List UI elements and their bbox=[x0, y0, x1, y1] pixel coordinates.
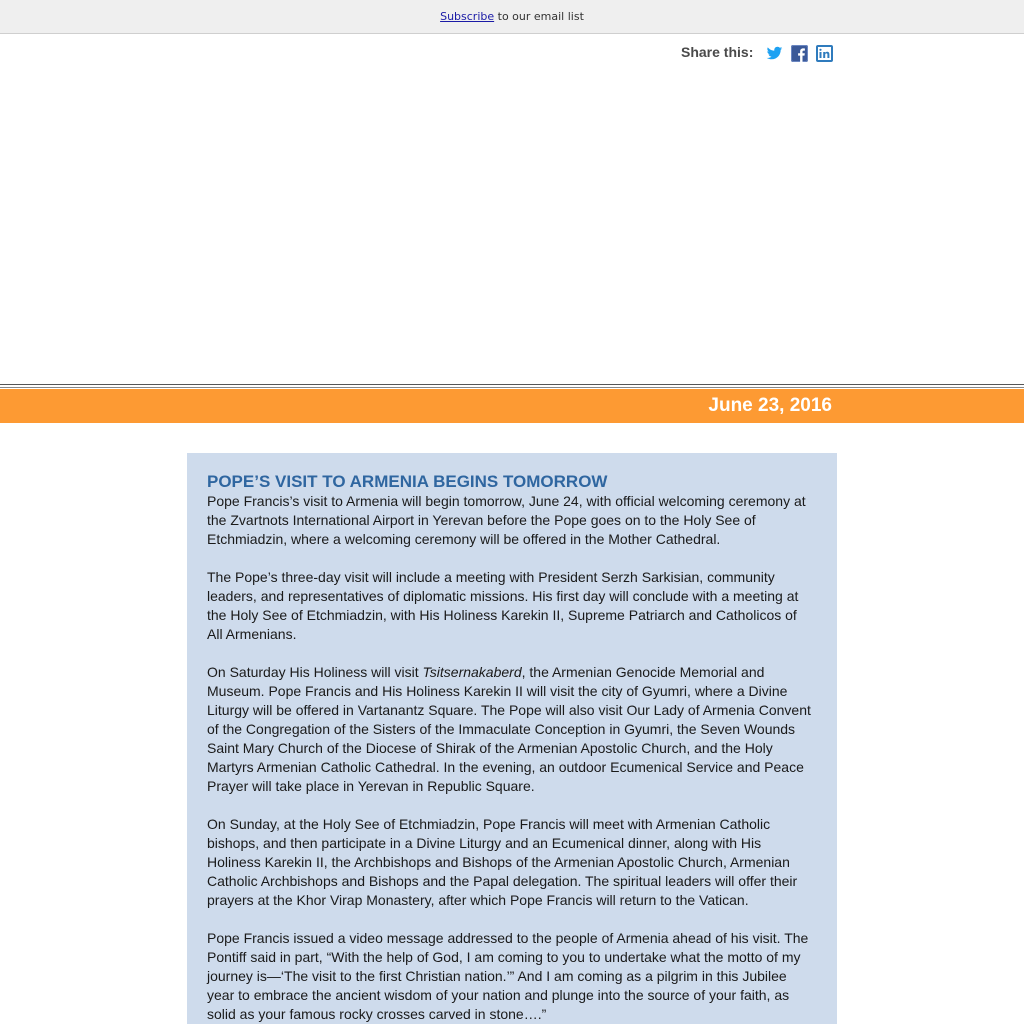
facebook-icon[interactable] bbox=[791, 45, 808, 62]
article-paragraph-5: Pope Francis issued a video message addressed to the people of Armenia ahead of his visit. The Pontiff said in part, “With the help of God, I am coming to you to undertake what the motto of my journey is—‘The visit to the first Christian nation.’” And I am coming as a pilgrim in this Jubilee year to embrace the ancient wisdom of your nation and plunge into the source of your faith, as solid as your famous rocky crosses carved in stone….” bbox=[207, 930, 809, 1022]
share-label: Share this: bbox=[681, 44, 754, 60]
memorial-name: Tsitsernakaberd bbox=[422, 664, 522, 680]
article-headline: POPE’S VISIT TO ARMENIA BEGINS TOMORROW bbox=[207, 472, 608, 491]
date-banner bbox=[0, 389, 1024, 423]
subscribe-suffix: to our email list bbox=[494, 10, 584, 23]
article-paragraph-4: On Sunday, at the Holy See of Etchmiadzin, Pope Francis will meet with Armenian Catholic bishops, and then participate in a Divine Liturgy and an Ecumenical dinner, along with His Holiness Karekin II, the Archbishops and Bishops of the Armenian Apostolic Church, Armenian Catholic Archbishops and Bishops and the Papal delegation. The spiritual leaders will offer their prayers at the Khor Virap Monastery, after which Pope Francis will return to the Vatican. bbox=[207, 816, 798, 908]
article-body bbox=[207, 472, 813, 1024]
header-divider bbox=[0, 384, 1024, 385]
subscribe-link[interactable]: Subscribe bbox=[440, 10, 495, 23]
article-paragraph-3 bbox=[207, 663, 813, 796]
issue-date: June 23, 2016 bbox=[708, 395, 832, 416]
subscribe-bar bbox=[0, 0, 1024, 34]
paragraph-3-rest: , the Armenian Genocide Memorial and Museum. Pope Francis and His Holiness Karekin II will visit the city of Gyumri, where a Divine Liturgy will be offered in Vartanantz Square. The Pope will also visit Our Lady of Armenia Convent of the Congregation of the Sisters of the Immaculate Conception in Gyumri, the Seven Wounds Saint Mary Church of the Diocese of Shirak of the Armenian Apostolic Church, and the Holy Martyrs Armenian Catholic Cathedral. In the evening, an outdoor Ecumenical Service and Peace Prayer will take place in Yerevan in Republic Square. bbox=[207, 664, 811, 794]
share-icons bbox=[766, 45, 833, 62]
paragraph-3-intro: On Saturday His Holiness will visit bbox=[207, 664, 423, 680]
twitter-icon[interactable] bbox=[766, 45, 783, 62]
header-divider-secondary bbox=[0, 387, 1024, 388]
article-card bbox=[187, 453, 837, 1024]
article-paragraph-1: Pope Francis’s visit to Armenia will begin tomorrow, June 24, with official welcoming ceremony at the Zvartnots International Airport in Yerevan before the Pope goes on to the Holy See of Etchmiadzin, where a welcoming ceremony will be offered in the Mother Cathedral. bbox=[207, 493, 806, 547]
linkedin-icon[interactable] bbox=[816, 45, 833, 62]
article-paragraph-2: The Pope’s three-day visit will include a meeting with President Serzh Sarkisian, community leaders, and representatives of diplomatic missions. His first day will conclude with a meeting at the Holy See of Etchmiadzin, with His Holiness Karekin II, Supreme Patriarch and Catholicos of All Armenians. bbox=[207, 569, 799, 642]
